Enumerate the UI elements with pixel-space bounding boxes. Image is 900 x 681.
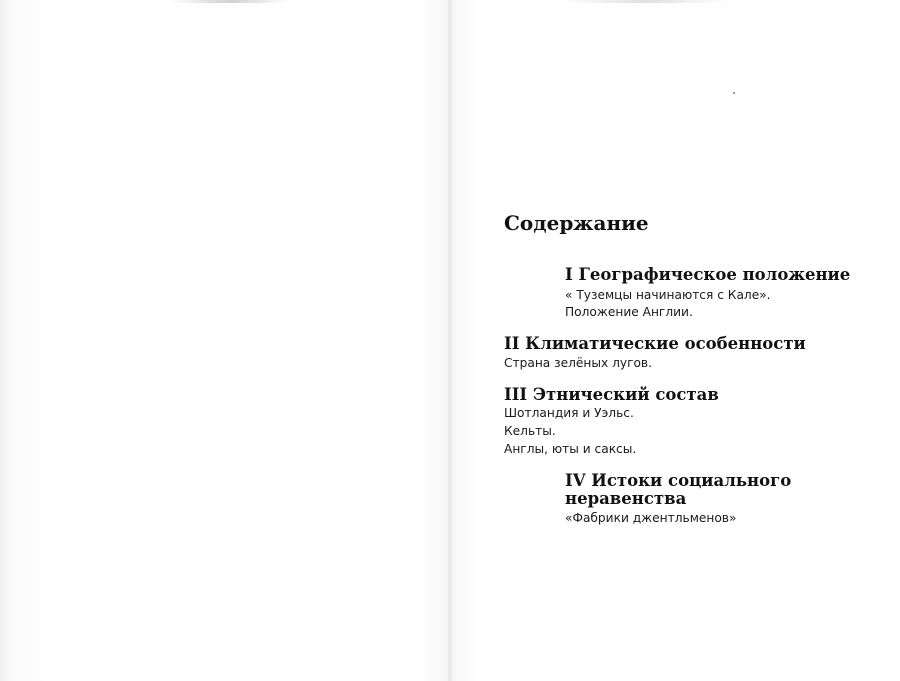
chapter-4-item-1: «Фабрики джентльменов»	[565, 511, 737, 525]
chapter-1-item-2: Положение Англии.	[565, 305, 693, 319]
chapter-2-heading: II Климатические особенности	[504, 334, 806, 353]
chapter-3-heading: III Этнический состав	[504, 385, 719, 404]
chapter-3-item-2: Кельты.	[504, 424, 556, 438]
chapter-1-item-1: « Туземцы начинаются с Кале».	[565, 288, 771, 302]
book-spine	[448, 0, 451, 681]
chapter-2-item-1: Страна зелёных лугов.	[504, 356, 652, 370]
chapter-3-item-3: Англы, юты и саксы.	[504, 442, 637, 456]
paper-speck	[733, 92, 735, 94]
scan-shadow-right	[560, 0, 730, 3]
chapter-1-heading: I Географическое положение	[565, 265, 851, 284]
chapter-4-heading-line-1: IV Истоки социального	[565, 471, 792, 490]
chapter-3-item-1: Шотландия и Уэльс.	[504, 406, 634, 420]
contents-title: Содержание	[504, 211, 649, 235]
scan-shadow-left	[170, 0, 290, 3]
chapter-4-heading-line-2: неравенства	[565, 489, 687, 508]
